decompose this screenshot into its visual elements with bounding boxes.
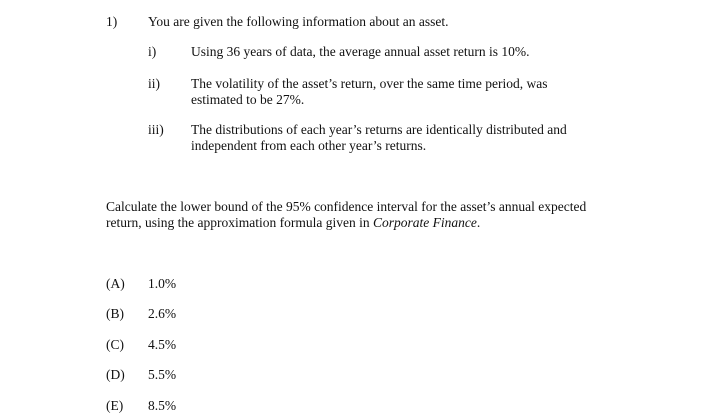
item-text-iii-line2: independent from each other year’s returns. xyxy=(191,138,427,153)
option-value-e: 8.5% xyxy=(148,398,177,413)
item-text-ii-line1: The volatility of the asset’s return, over the same time period, was xyxy=(191,76,548,91)
option-label-e: (E) xyxy=(106,398,124,413)
prompt-book-title: Corporate Finance xyxy=(372,215,477,230)
item-text-i: Using 36 years of data, the average annual asset return is 10%. xyxy=(191,44,530,59)
prompt-line-2-start: return, using the approximation formula given in xyxy=(106,215,373,230)
prompt-line-2 xyxy=(106,215,480,231)
prompt-line-1: Calculate the lower bound of the 95% confidence interval for the asset’s annual expected xyxy=(106,199,587,214)
option-label-d: (D) xyxy=(106,367,125,382)
item-text-ii-line2: estimated to be 27%. xyxy=(191,92,305,107)
option-label-b: (B) xyxy=(106,306,124,321)
option-value-d: 5.5% xyxy=(148,367,177,382)
option-value-c: 4.5% xyxy=(148,337,177,352)
item-marker-iii: iii) xyxy=(148,122,164,137)
option-value-a: 1.0% xyxy=(148,276,177,291)
option-label-c: (C) xyxy=(106,337,124,352)
item-marker-i: i) xyxy=(148,44,157,59)
question-number: 1) xyxy=(106,14,118,29)
item-text-iii-line1: The distributions of each year’s returns are identically distributed and xyxy=(191,122,567,137)
option-value-b: 2.6% xyxy=(148,306,177,321)
prompt-line-2-end: . xyxy=(476,215,481,230)
item-marker-ii: ii) xyxy=(148,76,160,91)
question-intro: You are given the following information about an asset. xyxy=(148,14,449,29)
option-label-a: (A) xyxy=(106,276,125,291)
